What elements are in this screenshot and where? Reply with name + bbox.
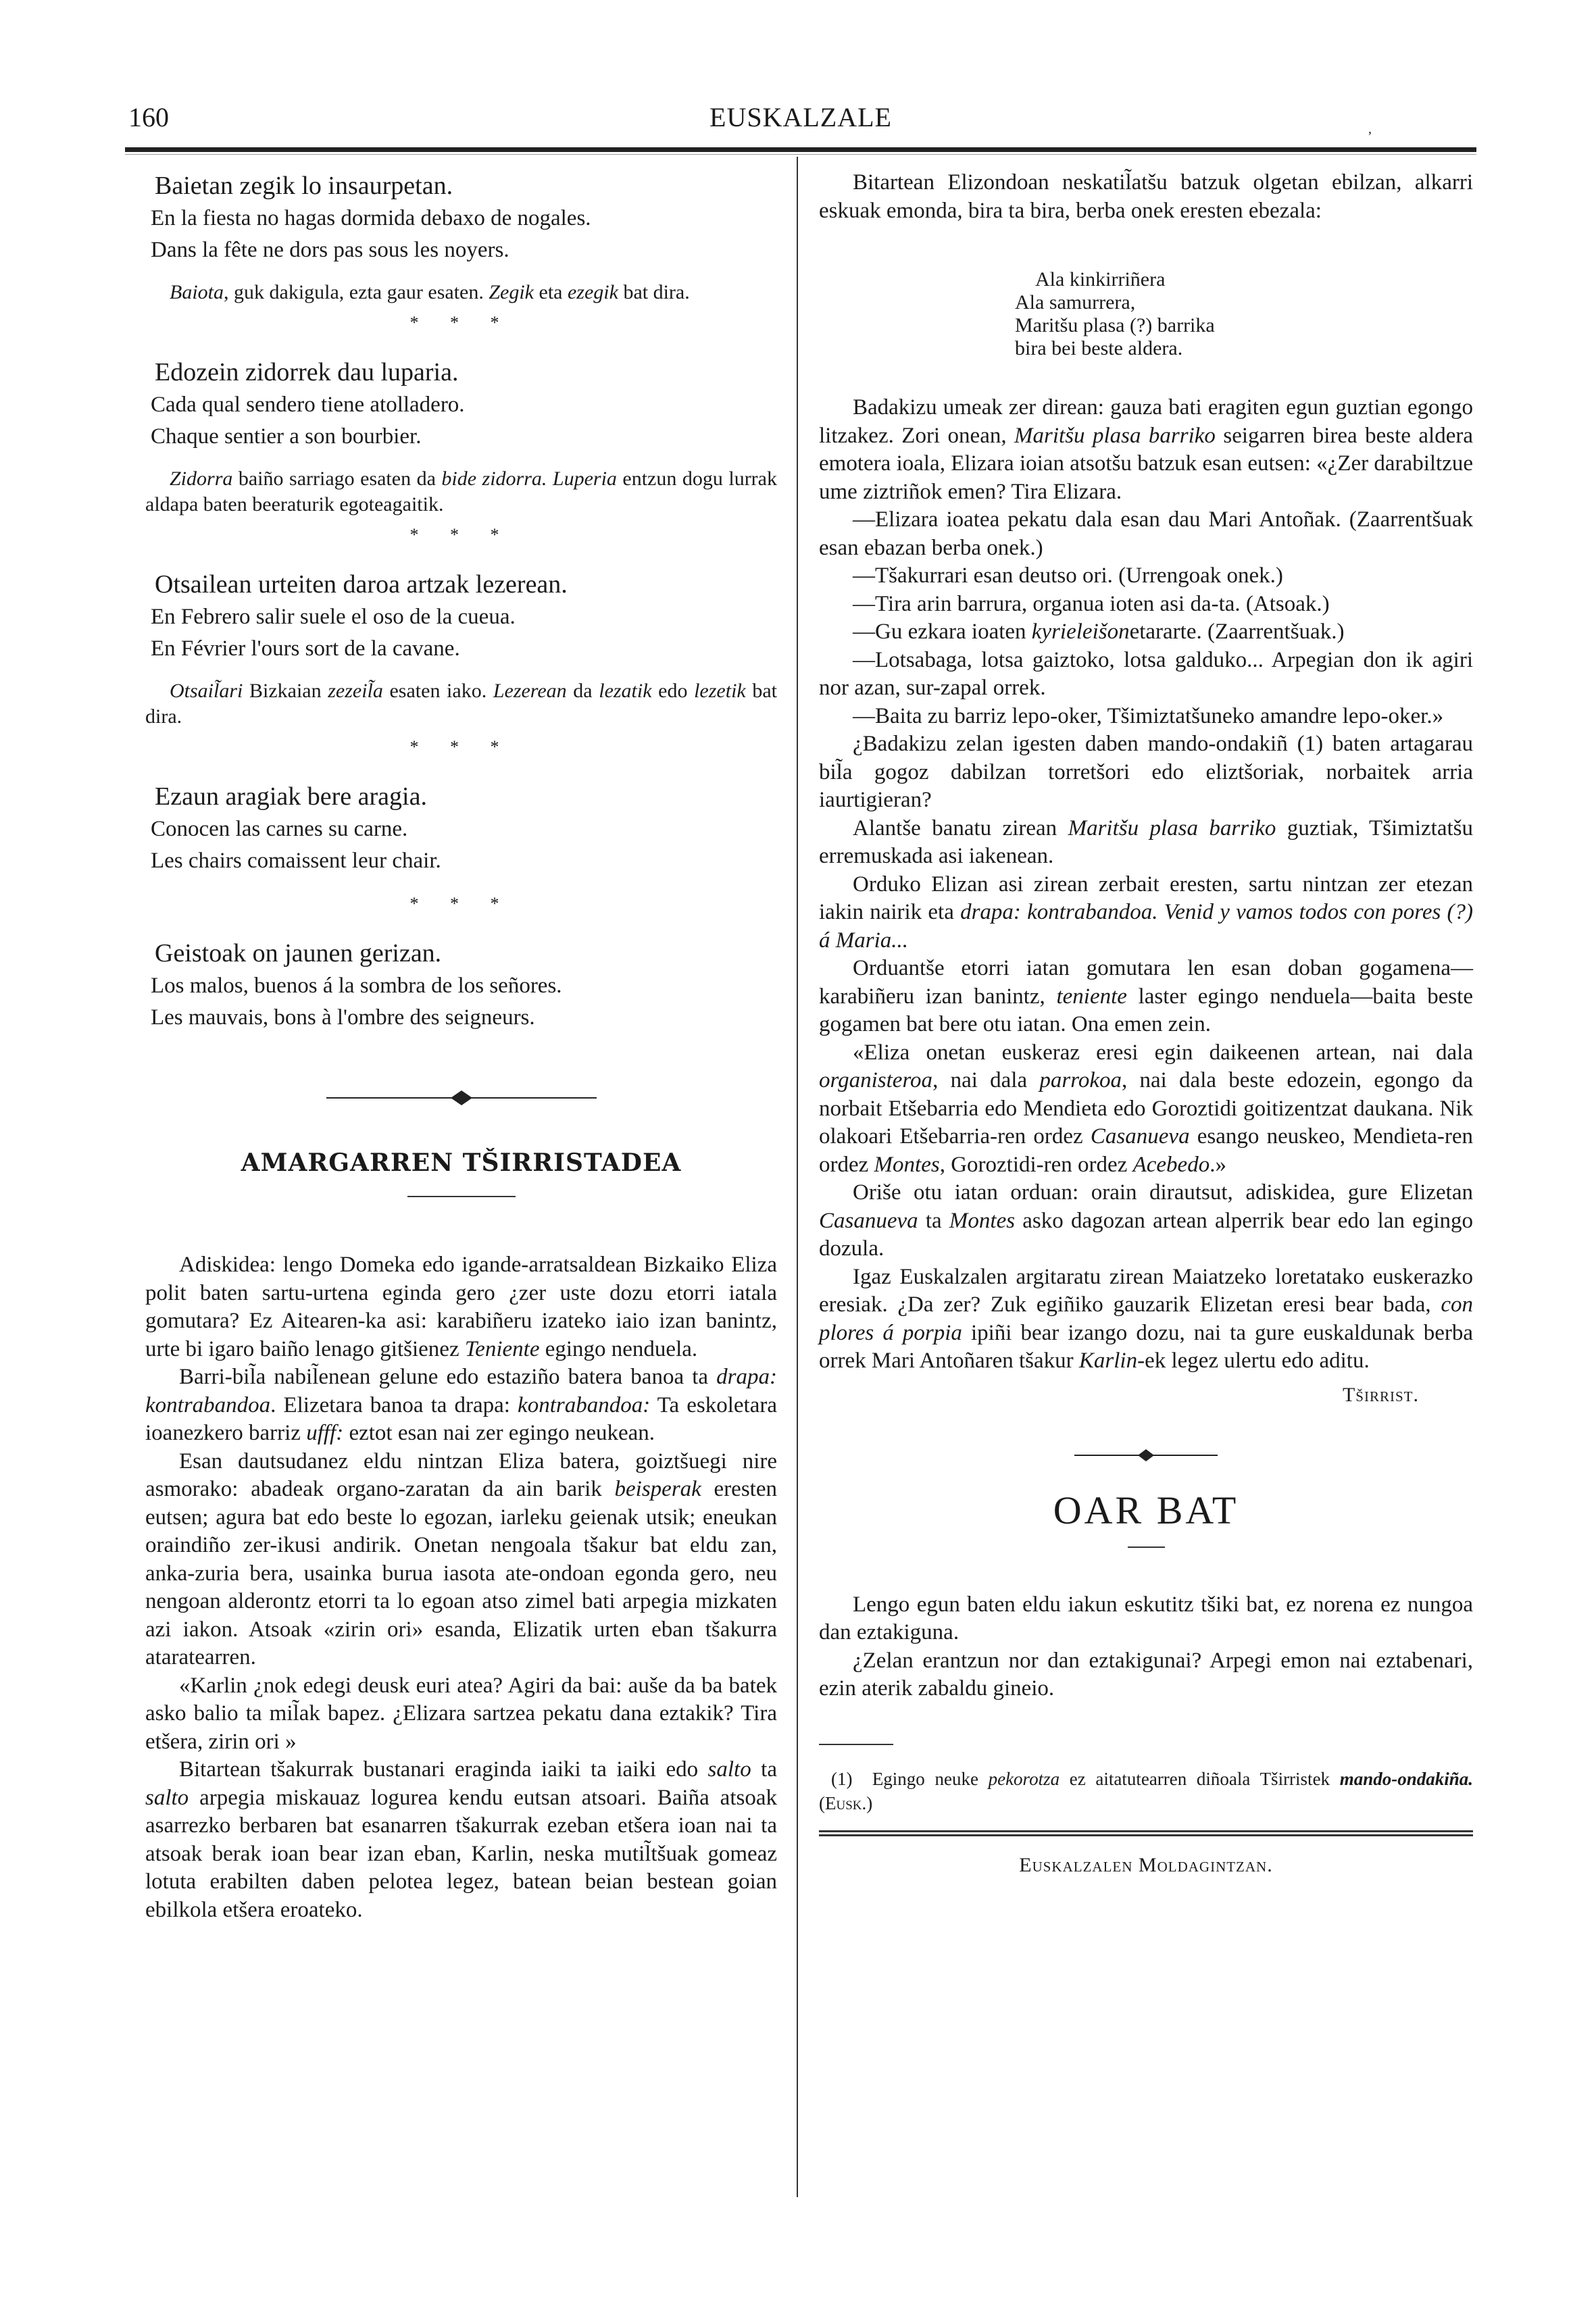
proverb-spanish: En la fiesta no hagas dormida debaxo de nogales. xyxy=(151,206,591,230)
section-title: OAR BAT xyxy=(1053,1488,1239,1532)
notice-body xyxy=(819,1591,1473,1703)
dialogue-line: —Lotsabaga, lotsa gaiztoko, lotsa galduko... Arpegian don ik agiri nor azan, sur-zapal orrek. xyxy=(819,647,1473,700)
proverb-french: Chaque sentier a son bourbier. xyxy=(151,424,422,449)
proverb-spanish: Cada qual sendero tiene atolladero. xyxy=(151,393,465,417)
dialogue-line: —Tšakurrari esan deutso ori. (Urrengoak onek.) xyxy=(853,563,1283,588)
proverb xyxy=(145,780,777,877)
article-paragraph: «Eliza onetan euskeraz eresi egin daikeenen artean, nai dala organisteroa, nai dala parrokoa, nai dala beste edozein, egongo da norbait Etšebarria edo Mendieta edo Goroztidi goitizentzat daukana. Nik olakoari Etšebarria-ren ordez Casanueva esango neuskeo, Mendieta-ren ordez Montes, Goroztidi-ren ordez Acebedo.» xyxy=(819,1040,1473,1177)
article-paragraph: Orduantše etorri iatan gomutara len esan doban gogamena—karabiñeru izan banintz, teniente laster egingo nenduela—baita beste gogamen bat bere otu iatan. Ona emen zein. xyxy=(819,956,1473,1036)
dialogue-line: —Elizara ioatea pekatu dala esan dau Mari Antoñak. (Zaarrentšuak esan ebazan berba onek.) xyxy=(819,507,1473,560)
article-paragraph: «Karlin ¿nok edegi deusk euri atea? Agiri da bai: auše da ba batek asko balio ta mil̃ak bapez. ¿Elizara sartzea pekatu dana eztakik? Tira etšera, zirin ori » xyxy=(145,1673,777,1754)
author-signature: Tširrist. xyxy=(1342,1383,1419,1406)
article-paragraph: Bitartean Elizondoan neskatil̃atšu batzuk olgetan ebilzan, alkarri eskuak emonda, bira ta bira, berba onek eresten ebezala: xyxy=(819,170,1473,223)
closing-double-rule xyxy=(819,1830,1473,1836)
article-paragraph: Adiskidea: lengo Domeka edo igande-arratsaldean Bizkaiko Eliza polit baten sartu-urtena eginda gero ¿zer uste dozu etorri iatala gomutara? Ez Aitearen-ka asi: karabiñeru izateko iaio izan banintz, urte bi igaro baiño lenago gitšienez Teniente egingo nenduela. xyxy=(145,1253,777,1361)
verse-line: Maritšu plasa (?) barrika xyxy=(1015,314,1215,336)
proverb-note: Baiota, guk dakigula, ezta gaur esaten. Zegik eta ezegik bat dira. xyxy=(170,281,690,303)
left-column xyxy=(145,169,777,1924)
footnote xyxy=(819,1767,1473,1815)
article-body xyxy=(145,1251,777,1924)
proverb-spanish: Conocen las carnes su carne. xyxy=(151,817,408,841)
running-title: EUSKALZALE xyxy=(709,102,892,132)
header-rule-thin xyxy=(125,154,1476,155)
verse-line: bira bei beste aldera. xyxy=(1015,337,1183,359)
title-underline xyxy=(407,1196,516,1197)
article-paragraph: Barri-bil̃a nabil̃enean gelune edo estaziño batera banoa ta drapa: kontrabandoa. Elizetara banoa ta drapa: kontrabandoa: Ta eskoletara ioanezkero barriz ufff: eztot esan nai zer egingo neukean. xyxy=(145,1365,777,1445)
proverb-basque: Edozein zidorrek dau luparia. xyxy=(155,358,459,386)
proverb xyxy=(145,169,777,305)
section-separator-stars: * * * xyxy=(409,313,513,332)
footnote-text: Egingo neuke xyxy=(872,1768,989,1789)
footnote-text: ez aitatutearren diñoala Tširristek xyxy=(1059,1768,1340,1789)
article-paragraph: Bitartean tšakurrak bustanari eraginda iaiki ta iaiki edo salto ta salto arpegia miskauaz logurea kendu eutsan atsoari. Baiña atsoak asarrezko berbaren bat esanarren tšakurrak ezeban etšera ioan nai ta atsoak berak ioan bear izan eban, Karlin, neska mutil̃tšuak gomeaz lotuta erabilten daben pelotea legez, batean beian bestean goian ebilkola etšera eroateko. xyxy=(145,1757,777,1922)
footnote-rule xyxy=(819,1744,893,1745)
verse-line: Ala samurrera, xyxy=(1015,291,1136,313)
proverb-spanish: En Febrero salir suele el oso de la cueua. xyxy=(151,605,516,629)
article-paragraph: Badakizu umeak zer direan: gauza bati eragiten egun guztian egongo litzakez. Zori onean, Maritšu plasa barriko seigarren birea beste aldera emotera ioala, Elizara ioian atsotšu batzuk esan eutsen: «¿Zer darabiltzue ume ziztriñok emen? Tira Elizara. xyxy=(819,395,1473,504)
proverb-basque: Otsailean urteiten daroa artzak lezerean. xyxy=(155,570,568,599)
header-rule xyxy=(125,147,1476,152)
article-paragraph: Alantše banatu zirean Maritšu plasa barriko guztiak, Tšimiztatšu erremuskada asi iakenean. xyxy=(819,815,1473,868)
verse-line: Ala kinkirriñera xyxy=(1035,268,1166,291)
footnote-italic: mando-ondakiña. xyxy=(1339,1768,1474,1789)
footnote-reference-link[interactable]: (1) xyxy=(1297,732,1324,756)
proverb-basque: Baietan zegik lo insaurpetan. xyxy=(155,172,453,200)
proverb xyxy=(145,936,777,1034)
dialogue-line: —Gu ezkara ioaten kyrieleišonetararte. (Zaarrentšuak.) xyxy=(853,620,1345,644)
dialogue-line: —Baita zu barriz lepo-oker, Tšimiztatšuneko amandre lepo-oker.» xyxy=(853,703,1444,728)
proverb xyxy=(145,355,777,518)
article-paragraph: ¿Badakizu zelan igesten daben mando-ondakiñ (1) baten artagarau bil̃a gogoz dabilzan torretšori edo eliztšoriak, norbaitek arria iaurtigieran? xyxy=(819,732,1474,812)
proverb-french: Dans la fête ne dors pas sous les noyers. xyxy=(151,238,509,262)
dialogue-line: —Tira arin barrura, organua ioten asi da-ta. (Atsoak.) xyxy=(853,591,1330,616)
article-paragraph: Esan dautsudanez eldu nintzan Eliza batera, goiztšuegi nire asmorako: abadeak organo-zaratan da ain barik beisperak eresten eutsen; agura bat edo beste lo egozan, iarleku geienak utsik; eneukan oraindiño zer-ikusi andirik. Onetan nengoala tšakur bat eldu zan, anka-zuria bera, usainka burua iasota ate-ondoan egonda gero, neu nengoan alderontz etorri ta lo egoan atso zimel bati arpegia mizkaten azi iakon. Atsoak «zirin ori» esanda, Elizatik urten eban tšakurra ataratearren. xyxy=(145,1449,777,1669)
page-header xyxy=(125,101,1476,135)
section-title: AMARGARREN TŠIRRISTADEA xyxy=(241,1149,682,1177)
ornamental-divider-icon xyxy=(320,1088,603,1108)
footnote-source: (Eusk.) xyxy=(819,1792,873,1813)
notice-paragraph: ¿Zelan erantzun nor dan eztakigunai? Arpegi emon nai eztabenari, ezin aterik zabaldu gineio. xyxy=(819,1648,1473,1701)
printer-imprint: Euskalzalen Moldagintzan. xyxy=(1019,1853,1273,1876)
title-underline xyxy=(1128,1546,1165,1548)
proverb-french: En Février l'ours sort de la cavane. xyxy=(151,636,460,661)
page-number: 160 xyxy=(128,102,169,132)
column-divider xyxy=(797,157,798,2197)
proverb-basque: Ezaun aragiak bere aragia. xyxy=(155,782,427,811)
notice-paragraph: Lengo egun baten eldu iakun eskutitz tšiki bat, ez norena ez nungoa dan eztakiguna. xyxy=(819,1592,1473,1644)
article-paragraph: Orduko Elizan asi zirean zerbait eresten, sartu nintzan zer etezan iakin nairik eta drapa: kontrabandoa. Venid y vamos todos con pores (?) á Maria... xyxy=(819,872,1474,953)
section-separator-stars: * * * xyxy=(409,894,513,913)
right-column xyxy=(819,169,1473,1877)
ornamental-divider-icon xyxy=(1072,1447,1220,1463)
proverb xyxy=(145,568,777,730)
proverb-french: Les mauvais, bons à l'ombre des seigneurs. xyxy=(151,1005,535,1030)
header-mark: , xyxy=(1368,122,1372,136)
footnote-italic: pekorotza xyxy=(988,1768,1060,1789)
footnote-marker: (1) xyxy=(831,1768,853,1789)
article-paragraph: Oriše otu iatan orduan: orain dirautsut, adiskidea, gure Elizetan Casanueva ta Montes asko dagozan artean alperrik bear edo lan egingo dozula. xyxy=(819,1180,1473,1261)
proverb-note: Zidorra baiño sarriago esaten da bide zidorra. Luperia entzun dogu lurrak aldapa baten beeraturik egoteagaitik. xyxy=(145,468,777,515)
song-verse xyxy=(819,268,1473,360)
proverb-note: Otsail̃ari Bizkaian zezeil̃a esaten iako. Lezerean da lezatik edo lezetik bat dira. xyxy=(145,680,777,728)
proverb-spanish: Los malos, buenos á la sombra de los señores. xyxy=(151,974,562,998)
section-separator-stars: * * * xyxy=(409,737,513,757)
proverb-basque: Geistoak on jaunen gerizan. xyxy=(155,939,442,967)
article-paragraph: Igaz Euskalzalen argitaratu zirean Maiatzeko loretatako euskerazko eresiak. ¿Da zer? Zuk egiñiko gauzarik Elizetan eresi bear bada, con plores á porpia ipiñi bear izango dozu, nai ta gure euskaldunak berba orrek Mari Antoñaren tšakur Karlin-ek legez ulertu edo aditu. xyxy=(819,1264,1473,1373)
section-separator-stars: * * * xyxy=(409,525,513,545)
proverb-french: Les chairs comaissent leur chair. xyxy=(151,849,441,873)
